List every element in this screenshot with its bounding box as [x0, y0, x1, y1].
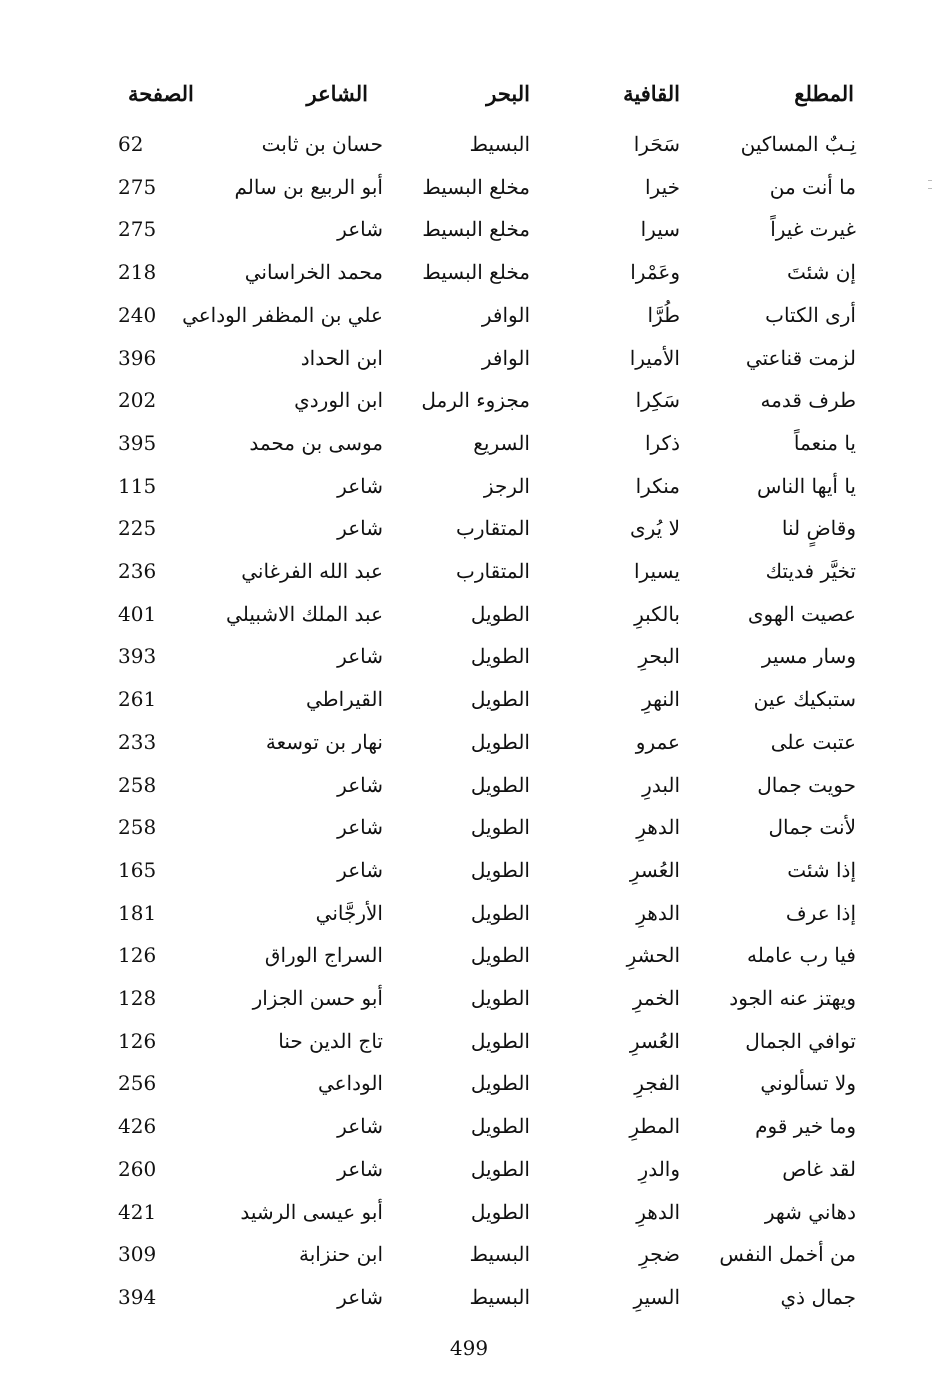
- row-bahr: الطويل: [470, 1071, 530, 1096]
- row-bahr: الوافر: [481, 302, 530, 327]
- row-safha: 260: [118, 1156, 157, 1181]
- row-bahr: مخلع البسيط: [422, 174, 530, 199]
- row-shaer: شاعر: [337, 644, 383, 669]
- row-qafia: البحرِ: [638, 644, 680, 669]
- row-safha: 395: [118, 430, 157, 455]
- page-number: 499: [449, 1336, 489, 1360]
- row-matla: يا منعماً: [793, 430, 856, 455]
- row-shaer: شاعر: [337, 815, 383, 840]
- row-matla: يا أيها الناس: [756, 473, 856, 498]
- row-qafia: بالكبرِ: [634, 601, 680, 626]
- row-bahr: الطويل: [470, 729, 530, 754]
- row-matla: ولا تسألوني: [760, 1071, 856, 1096]
- row-safha: 126: [118, 943, 157, 968]
- row-qafia: الفجرِ: [634, 1071, 680, 1096]
- header-qafia: القافية: [623, 81, 680, 106]
- row-qafia: المطرِ: [629, 1114, 680, 1139]
- row-safha: 126: [118, 1028, 157, 1053]
- row-bahr: مجزوء الرمل: [421, 388, 530, 413]
- table-row: [0, 252, 938, 292]
- row-qafia: سيرا: [640, 217, 680, 242]
- row-qafia: الحشرِ: [626, 943, 680, 968]
- row-qafia: البدرِ: [642, 772, 680, 797]
- table-row: [0, 1277, 938, 1317]
- row-bahr: الطويل: [470, 943, 530, 968]
- row-matla: ويهتز عنه الجود: [729, 986, 856, 1010]
- row-qafia: وعَمْرا: [630, 260, 680, 285]
- row-matla: أرى الكتاب: [765, 302, 856, 327]
- row-qafia: والدرِ: [638, 1156, 680, 1181]
- header-shaer: الشاعر: [306, 81, 368, 106]
- row-shaer: ابن الوردي: [294, 388, 383, 413]
- row-shaer: عبد الملك الاشبيلي: [226, 601, 383, 626]
- row-safha: 202: [118, 388, 157, 413]
- table-row: [0, 1192, 938, 1232]
- row-shaer: شاعر: [337, 1284, 383, 1309]
- row-matla: وسار مسير: [761, 644, 856, 669]
- row-bahr: البسيط: [469, 132, 530, 156]
- row-shaer: موسى بن محمد: [249, 430, 383, 455]
- row-matla: وقاضٍ لنا: [781, 516, 856, 541]
- row-bahr: الطويل: [470, 644, 530, 669]
- row-qafia: سَكِرا: [635, 388, 680, 413]
- row-bahr: الطويل: [470, 601, 530, 626]
- row-shaer: أبو حسن الجزار: [252, 986, 383, 1010]
- row-qafia: العُسرِ: [629, 857, 680, 882]
- table-row: [0, 807, 938, 847]
- row-safha: 240: [118, 302, 157, 327]
- table-row: [0, 380, 938, 420]
- table-row: [0, 594, 938, 634]
- row-qafia: الخمرِ: [632, 986, 680, 1010]
- table-row: [0, 1063, 938, 1103]
- table-row: [0, 850, 938, 890]
- row-qafia: ضجرِ: [639, 1242, 680, 1267]
- row-shaer: شاعر: [337, 217, 383, 242]
- row-bahr: البسيط: [469, 1284, 530, 1309]
- row-safha: 258: [118, 815, 157, 840]
- row-shaer: ابن حنزابة: [299, 1242, 383, 1267]
- row-safha: 275: [118, 217, 157, 242]
- row-bahr: الطويل: [470, 687, 530, 712]
- table-row: [0, 935, 938, 975]
- row-bahr: السريع: [473, 430, 530, 455]
- header-matla: المطلع: [794, 81, 854, 106]
- table-row: [0, 124, 938, 164]
- row-matla: لأنت جمال: [768, 815, 856, 840]
- row-qafia: منكرا: [635, 473, 680, 498]
- row-shaer: أبو عيسى الرشيد: [240, 1199, 383, 1224]
- row-safha: 394: [118, 1284, 157, 1309]
- row-bahr: الطويل: [470, 1156, 530, 1181]
- row-shaer: علي بن المظفر الوداعي: [182, 302, 383, 327]
- row-shaer: حسان بن ثابت: [261, 132, 383, 156]
- table-header: [0, 74, 938, 114]
- row-bahr: الطويل: [470, 815, 530, 840]
- row-safha: 426: [118, 1114, 157, 1139]
- row-matla: وما خير قوم: [755, 1114, 856, 1139]
- row-safha: 115: [118, 473, 157, 498]
- row-bahr: الطويل: [470, 900, 530, 925]
- row-qafia: ذكرا: [644, 430, 680, 455]
- row-shaer: شاعر: [337, 473, 383, 498]
- row-matla: لقد غاص: [782, 1156, 856, 1181]
- header-bahr: البحر: [486, 81, 530, 106]
- row-qafia: السيرِ: [633, 1284, 680, 1309]
- row-matla: طرف قدمه: [760, 388, 856, 413]
- row-qafia: الدهرِ: [636, 815, 680, 840]
- row-safha: 393: [118, 644, 157, 669]
- row-safha: 258: [118, 772, 157, 797]
- row-qafia: الأميرا: [629, 345, 680, 370]
- row-matla: من أخمل النفس: [719, 1242, 856, 1267]
- row-safha: 128: [118, 986, 157, 1010]
- row-safha: 256: [118, 1071, 157, 1096]
- row-shaer: ابن الحداد: [300, 345, 383, 370]
- table-row: [0, 295, 938, 335]
- row-shaer: تاج الدين حنا: [278, 1028, 383, 1053]
- row-qafia: عمرو: [635, 729, 680, 754]
- table-row: [0, 1106, 938, 1146]
- table-row: [0, 167, 938, 207]
- margin-mark: [928, 180, 932, 181]
- row-bahr: الوافر: [481, 345, 530, 370]
- table-row: [0, 508, 938, 548]
- row-bahr: مخلع البسيط: [422, 260, 530, 285]
- row-safha: 218: [118, 260, 157, 285]
- table-row: [0, 722, 938, 762]
- row-qafia: لا يُرى: [629, 516, 680, 541]
- row-shaer: محمد الخراساني: [244, 260, 383, 285]
- row-matla: ما أنت من: [769, 174, 856, 199]
- row-qafia: سَحَرا: [633, 132, 680, 156]
- row-qafia: يسيرا: [633, 559, 680, 583]
- row-shaer: الأرجَّاني: [315, 900, 383, 925]
- row-safha: 62: [118, 132, 144, 156]
- row-bahr: الطويل: [470, 1114, 530, 1139]
- row-safha: 309: [118, 1242, 157, 1267]
- row-matla: لزمت قناعتي: [745, 345, 856, 370]
- table-row: [0, 551, 938, 591]
- row-matla: توافي الجمال: [745, 1028, 856, 1053]
- row-bahr: الرجز: [483, 473, 530, 498]
- row-bahr: الطويل: [470, 857, 530, 882]
- table-row: [0, 338, 938, 378]
- row-matla: غيرت غيراً: [770, 217, 856, 242]
- row-shaer: شاعر: [337, 1114, 383, 1139]
- row-bahr: الطويل: [470, 1028, 530, 1053]
- table-row: [0, 1234, 938, 1274]
- row-matla: فيا رب عامله: [747, 943, 856, 968]
- row-matla: عصيت الهوى: [747, 601, 856, 626]
- row-safha: 261: [118, 687, 157, 712]
- row-matla: إذا شئت: [787, 857, 856, 882]
- row-bahr: مخلع البسيط: [422, 217, 530, 242]
- margin-mark: [928, 188, 932, 189]
- row-safha: 233: [118, 729, 157, 754]
- row-matla: عتبت على: [770, 729, 856, 754]
- row-qafia: النهرِ: [642, 687, 680, 712]
- row-matla: جمال ذي: [780, 1284, 856, 1309]
- row-shaer: عبد الله الفرغاني: [241, 559, 383, 583]
- table-row: [0, 466, 938, 506]
- row-matla: دهاني شهر: [764, 1199, 856, 1224]
- row-safha: 421: [118, 1199, 157, 1224]
- row-shaer: القيراطي: [306, 687, 383, 712]
- row-matla: إذا عرف: [785, 900, 856, 925]
- row-bahr: البسيط: [469, 1242, 530, 1267]
- row-matla: تخيَّر فديتك: [765, 559, 856, 583]
- row-qafia: الدهرِ: [636, 1199, 680, 1224]
- table-row: [0, 893, 938, 933]
- table-row: [0, 209, 938, 249]
- row-matla: إن شئتَ: [786, 260, 856, 285]
- table-row: [0, 679, 938, 719]
- row-shaer: شاعر: [337, 516, 383, 541]
- row-shaer: السراج الوراق: [264, 943, 383, 968]
- row-qafia: خيرا: [645, 174, 680, 199]
- row-safha: 236: [118, 559, 157, 583]
- row-shaer: شاعر: [337, 772, 383, 797]
- row-shaer: أبو الربيع بن سالم: [234, 174, 383, 199]
- row-safha: 181: [118, 900, 157, 925]
- row-qafia: طُرَّا: [647, 302, 680, 327]
- table-row: [0, 978, 938, 1018]
- header-safha: الصفحة: [128, 81, 194, 106]
- row-bahr: الطويل: [470, 772, 530, 797]
- row-safha: 165: [118, 857, 157, 882]
- row-safha: 396: [118, 345, 157, 370]
- row-bahr: الطويل: [470, 1199, 530, 1224]
- table-row: [0, 423, 938, 463]
- table-row: [0, 1149, 938, 1189]
- table-row: [0, 636, 938, 676]
- row-safha: 225: [118, 516, 157, 541]
- row-matla: ستبكيك عين: [753, 687, 856, 712]
- row-bahr: المتقارب: [456, 516, 530, 541]
- row-shaer: شاعر: [337, 857, 383, 882]
- row-shaer: شاعر: [337, 1156, 383, 1181]
- row-qafia: العُسرِ: [629, 1028, 680, 1053]
- table-row: [0, 765, 938, 805]
- row-qafia: الدهرِ: [636, 900, 680, 925]
- row-shaer: نهار بن توسعة: [265, 729, 383, 754]
- row-bahr: الطويل: [470, 986, 530, 1010]
- row-shaer: الوداعي: [317, 1071, 383, 1096]
- row-bahr: المتقارب: [456, 559, 530, 583]
- row-safha: 401: [118, 601, 157, 626]
- row-safha: 275: [118, 174, 157, 199]
- row-matla: حويت جمال: [757, 772, 856, 797]
- row-matla: نِـبٌ المساكين: [740, 132, 856, 156]
- table-row: [0, 1021, 938, 1061]
